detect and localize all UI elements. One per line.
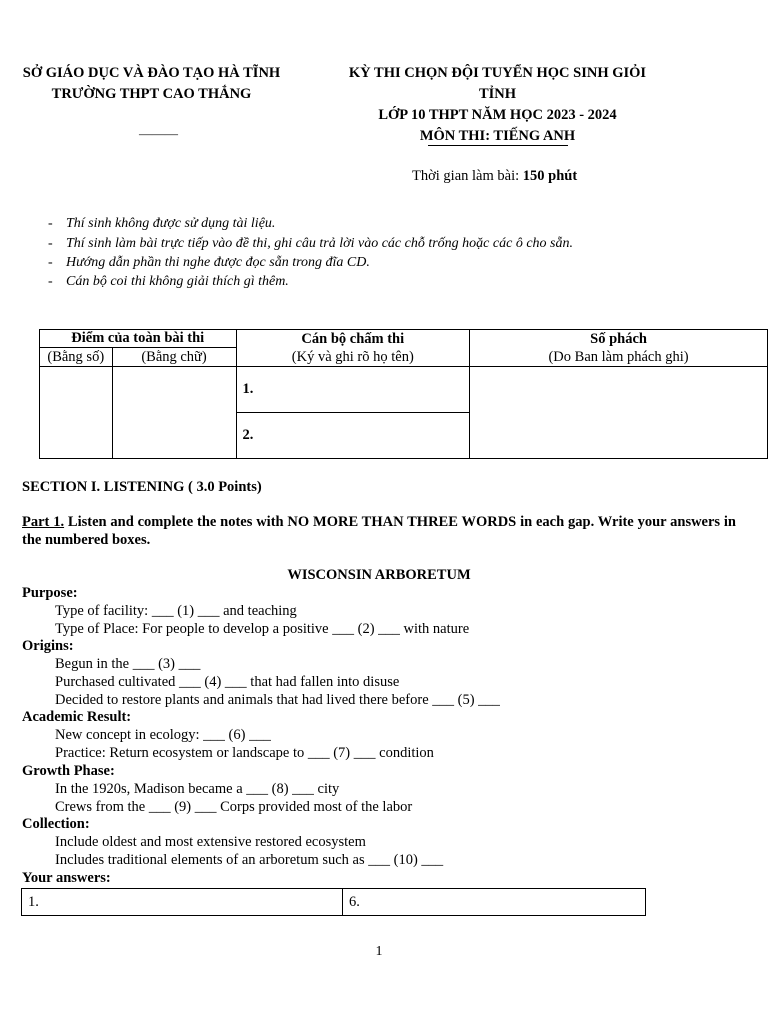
header-rule: ——— [139,126,178,141]
notes-title: WISCONSIN ARBORETUM [287,567,471,583]
code-header: Số phách [590,331,647,347]
marker-1[interactable]: 1. [236,367,470,413]
subject-underline [428,145,568,146]
code-cell[interactable] [470,367,768,459]
part-label: Part 1. [22,514,65,530]
time-label: Thời gian làm bài: [412,168,523,184]
part-instruction-text: Listen and complete the notes with NO MORE THAN THREE WORDS in each gap. Write your answers in the numbered boxes. [22,514,736,548]
notes-heading: Academic Result: [22,709,132,725]
score-by-words-header: (Bằng chữ) [112,348,236,367]
notes-item: Decided to restore plants and animals that had lived there before ___ (5) ___ [55,692,500,708]
score-by-number-header: (Bằng số) [40,348,113,367]
score-table [39,329,768,459]
page-number: 1 [375,944,383,959]
section-title: SECTION I. LISTENING ( 3.0 Points) [22,479,262,495]
exam-title-block [325,63,670,147]
exam-grade-year: LỚP 10 THPT NĂM HỌC 2023 - 2024 [378,107,617,123]
exam-subject: MÔN THI: TIẾNG ANH [419,128,576,144]
notes-heading: Purpose: [22,585,78,601]
notes-item: Type of facility: ___ (1) ___ and teaching [55,603,297,619]
notes-item: Crews from the ___ (9) ___ Corps provided most of the labor [55,799,413,815]
notes-item: New concept in ecology: ___ (6) ___ [55,727,271,743]
total-score-header: Điểm của toàn bài thi [40,330,237,348]
department-name: SỞ GIÁO DỤC VÀ ĐÀO TẠO HÀ TĨNH [22,65,281,81]
answer-box-6[interactable]: 6. [343,889,646,916]
marker-header-cell [236,330,470,367]
notes-item: Begun in the ___ (3) ___ [55,656,201,672]
marker-subheader: (Ký và ghi rõ họ tên) [291,349,414,365]
notes-item: In the 1920s, Madison became a ___ (8) ___ city [55,781,340,797]
code-subheader: (Do Ban làm phách ghi) [548,349,689,365]
instruction-item: - Thí sinh làm bài trực tiếp vào đề thi, ghi câu trả lời vào các chỗ trống hoặc các ô cho sẵn. [48,236,573,251]
code-header-cell [470,330,768,367]
notes-item: Type of Place: For people to develop a positive ___ (2) ___ with nature [55,621,470,637]
answers-label: Your answers: [22,870,111,886]
notes-item: Includes traditional elements of an arboretum such as ___ (10) ___ [55,852,444,868]
score-number-cell[interactable] [40,367,113,459]
notes-item: Practice: Return ecosystem or landscape to ___ (7) ___ condition [55,745,434,761]
school-department [14,63,289,105]
exam-title-line1: KỲ THI CHỌN ĐỘI TUYỂN HỌC SINH GIỎI [348,65,647,81]
answer-table [21,888,646,916]
school-name: TRƯỜNG THPT CAO THẮNG [51,86,252,102]
instruction-item: - Thí sinh không được sử dụng tài liệu. [48,216,276,231]
answer-box-1[interactable]: 1. [22,889,343,916]
notes-heading: Growth Phase: [22,763,115,779]
time-value: 150 phút [522,168,578,184]
instruction-item: - Cán bộ coi thi không giải thích gì thêm. [48,274,289,289]
notes-item: Include oldest and most extensive restored ecosystem [55,834,366,850]
notes-item: Purchased cultivated ___ (4) ___ that had fallen into disuse [55,674,400,690]
exam-time [412,168,577,185]
score-words-cell[interactable] [112,367,236,459]
marker-2[interactable]: 2. [236,413,470,459]
instruction-item: - Hướng dẫn phần thi nghe được đọc sẵn trong đĩa CD. [48,255,370,270]
exam-title-line2: TỈNH [478,86,517,102]
marker-header: Cán bộ chấm thi [301,331,405,347]
part-instruction [22,513,736,549]
notes-heading: Collection: [22,816,90,832]
notes-heading: Origins: [22,638,74,654]
